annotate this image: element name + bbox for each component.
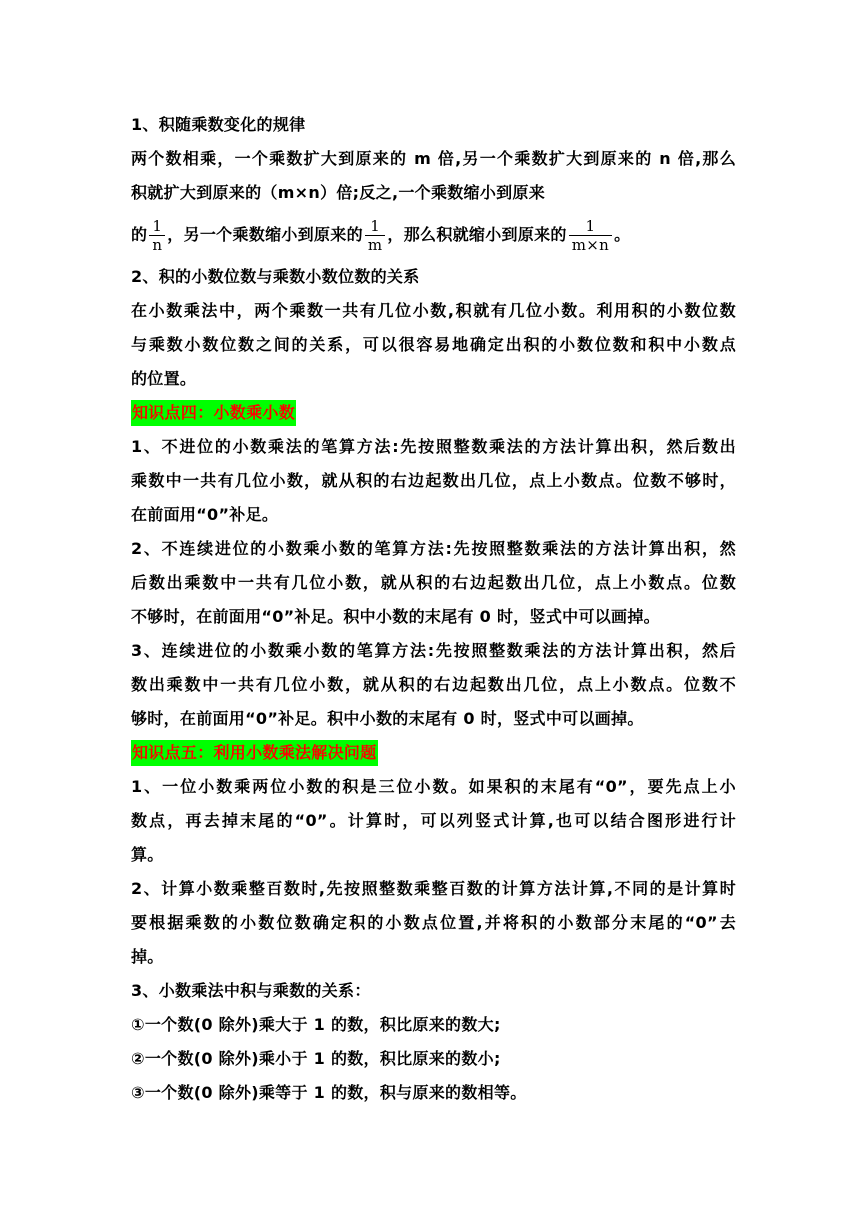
paragraph-line: 后数出乘数中一共有几位小数，就从积的右边起数出几位，点上小数点。位数 [131, 573, 736, 592]
paragraph-line: 3、连续进位的小数乘小数的笔算方法:先按照整数乘法的方法计算出积，然后 [131, 641, 736, 660]
fraction-denominator: m [365, 235, 386, 254]
fraction-denominator: m×n [569, 235, 612, 254]
text-run: 的 [131, 225, 148, 244]
section-heading: 1、积随乘数变化的规律 [131, 115, 306, 134]
paragraph-line: 1、一位小数乘两位小数的积是三位小数。如果积的末尾有“0”，要先点上小 [131, 777, 736, 796]
paragraph-line: 够时，在前面用“0”补足。积中小数的末尾有 0 时，竖式中可以画掉。 [131, 709, 644, 728]
paragraph-line: 两个数相乘，一个乘数扩大到原来的 m 倍,另一个乘数扩大到原来的 n 倍,那么 [131, 149, 736, 168]
paragraph-line: 1、不进位的小数乘法的笔算方法:先按照整数乘法的方法计算出积，然后数出 [131, 437, 736, 456]
knowledge-point-heading [131, 396, 736, 430]
paragraph-line: 数出乘数中一共有几位小数，就从积的右边起数出几位，点上小数点。位数不 [131, 675, 736, 694]
fraction-denominator: n [149, 235, 165, 254]
highlighted-title: 知识点五：利用小数乘法解决问题 [131, 740, 378, 766]
knowledge-point-heading [131, 736, 736, 770]
document-content [131, 108, 736, 1110]
paragraph-line: 积就扩大到原来的（m×n）倍;反之,一个乘数缩小到原来 [131, 183, 546, 202]
paragraph-line: 在前面用“0”补足。 [131, 505, 279, 524]
paragraph-line: 不够时，在前面用“0”补足。积中小数的末尾有 0 时，竖式中可以画掉。 [131, 607, 660, 626]
fraction-numerator: 1 [370, 216, 381, 235]
paragraph-line: 的位置。 [131, 369, 197, 388]
paragraph-line: 掉。 [131, 947, 164, 966]
list-item: ③一个数(0 除外)乘等于 1 的数，积与原来的数相等。 [131, 1083, 527, 1102]
paragraph-line: 2、计算小数乘整百数时,先按照整数乘整百数的计算方法计算,不同的是计算时 [131, 879, 736, 898]
paragraph-line: 要根据乘数的小数位数确定积的小数点位置,并将积的小数部分末尾的“0”去 [131, 913, 736, 932]
paragraph-line: 在小数乘法中，两个乘数一共有几位小数,积就有几位小数。利用积的小数位数 [131, 301, 736, 320]
paragraph-line: 数点，再去掉末尾的“0”。计算时，可以列竖式计算,也可以结合图形进行计 [131, 811, 736, 830]
paragraph-line: 算。 [131, 845, 164, 864]
fraction-numerator: 1 [152, 216, 163, 235]
text-run: ，另一个乘数缩小到原来的 [167, 225, 363, 244]
paragraph-line: 2、不连续进位的小数乘小数的笔算方法:先按照整数乘法的方法计算出积，然 [131, 539, 736, 558]
fraction-1-over-mn [569, 218, 612, 254]
fraction-line [131, 210, 736, 260]
fraction-1-over-n [149, 218, 165, 254]
paragraph-line: 3、小数乘法中积与乘数的关系： [131, 981, 371, 1000]
text-run: 。 [614, 225, 631, 244]
paragraph-line: 与乘数小数位数之间的关系，可以很容易地确定出积的小数位数和积中小数点 [131, 335, 736, 354]
paragraph-line: 乘数中一共有几位小数，就从积的右边起数出几位，点上小数点。位数不够时， [131, 471, 736, 490]
list-item: ①一个数(0 除外)乘大于 1 的数，积比原来的数大; [131, 1015, 501, 1034]
fraction-numerator: 1 [585, 216, 596, 235]
text-run: ，那么积就缩小到原来的 [387, 225, 567, 244]
highlighted-title: 知识点四：小数乘小数 [131, 400, 296, 426]
fraction-1-over-m [365, 218, 386, 254]
section-heading: 2、积的小数位数与乘数小数位数的关系 [131, 267, 420, 286]
list-item: ②一个数(0 除外)乘小于 1 的数，积比原来的数小; [131, 1049, 501, 1068]
